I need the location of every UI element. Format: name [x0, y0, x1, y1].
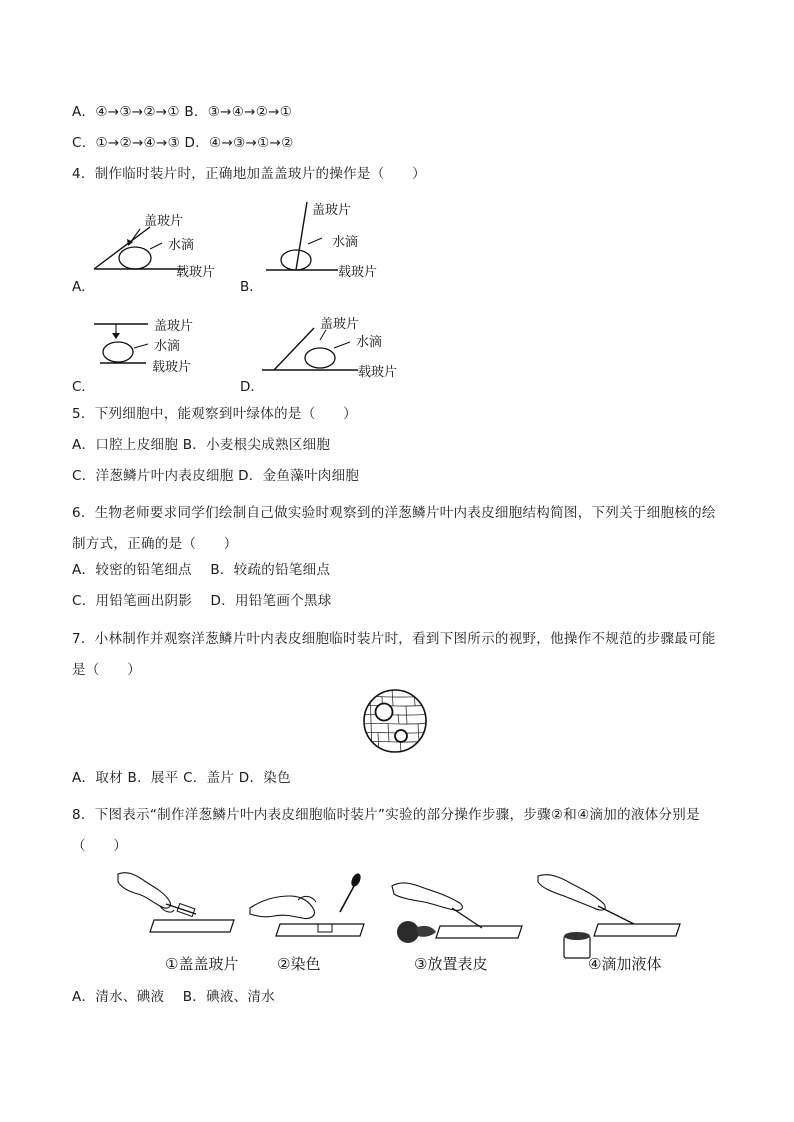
q4-a-cover-label: 盖玻片	[144, 214, 184, 229]
q8-step2-label: ②染色	[277, 955, 321, 973]
q4-c-slide-label: 载玻片	[152, 360, 192, 375]
q8-options: A．清水、碘液 B．碘液、清水	[72, 989, 276, 1005]
q7-stem: 7．小林制作并观察洋葱鳞片叶内表皮细胞临时装片时，看到下图所示的视野，他操作不规范的步骤最可能是（ ）	[72, 631, 716, 678]
q8-stem: 8．下图表示“制作洋葱鳞片叶内表皮细胞临时装片”实验的部分操作步骤，步骤②和④滴加的液体分别是（ ）	[72, 807, 700, 854]
q4-b-cover-label: 盖玻片	[312, 203, 352, 218]
q8-step3-illustration	[388, 866, 528, 946]
q4-b-water-label: 水滴	[332, 235, 359, 250]
q4-c-water-label: 水滴	[154, 339, 181, 354]
air-bubble-small	[395, 730, 407, 742]
q8-step2-illustration	[248, 866, 378, 946]
q4-option-d-label: D．	[240, 379, 264, 395]
q7-options: A．取材 B．展平 C．盖片 D．染色	[72, 770, 291, 786]
q4-c-cover-label: 盖玻片	[154, 319, 194, 334]
q6-options-row2: C．用铅笔画出阴影 D．用铅笔画个黑球	[72, 593, 332, 609]
q4-option-a-diagram	[90, 205, 230, 285]
q7-microscope-view	[362, 688, 428, 754]
q5-stem: 5．下列细胞中，能观察到叶绿体的是（ ）	[72, 406, 357, 422]
q5-options-row1: A．口腔上皮细胞 B．小麦根尖成熟区细胞	[72, 437, 331, 453]
q4-option-a-label: A．	[72, 279, 95, 295]
q4-a-water-label: 水滴	[168, 238, 195, 253]
q4-d-cover-label: 盖玻片	[320, 317, 360, 332]
q8-step1-label: ①盖盖玻片	[165, 955, 239, 973]
q4-stem: 4．制作临时装片时，正确地加盖盖玻片的操作是（ ）	[72, 166, 426, 182]
q4-option-c-diagram	[90, 316, 220, 380]
q3-options-row1: A．④→③→②→① B．③→④→②→①	[72, 104, 293, 120]
q6-options-row1: A．较密的铅笔细点 B．较疏的铅笔细点	[72, 562, 331, 578]
q8-step4-illustration	[532, 866, 682, 946]
q5-options-row2: C．洋葱鳞片叶内表皮细胞 D．金鱼藻叶肉细胞	[72, 468, 360, 484]
q8-step3-label: ③放置表皮	[414, 955, 488, 973]
q6-stem: 6．生物老师要求同学们绘制自己做实验时观察到的洋葱鳞片叶内表皮细胞结构简图，下列关于细胞核的绘制方式，正确的是（ ）	[72, 505, 716, 552]
q4-option-b-diagram	[260, 198, 400, 288]
q4-b-slide-label: 载玻片	[338, 265, 378, 280]
q8-step4-label: ④滴加液体	[588, 955, 662, 973]
q4-option-d-diagram	[258, 312, 408, 382]
q4-d-slide-label: 载玻片	[358, 365, 398, 380]
air-bubble-large	[376, 704, 393, 721]
q4-a-slide-label: 载玻片	[176, 265, 216, 280]
q4-option-b-label: B．	[240, 279, 263, 295]
q8-step1-illustration	[112, 866, 242, 946]
q3-options-row2: C．①→②→④→③ D．④→③→①→②	[72, 135, 294, 151]
q4-option-c-label: C．	[72, 379, 95, 395]
q4-d-water-label: 水滴	[356, 335, 383, 350]
